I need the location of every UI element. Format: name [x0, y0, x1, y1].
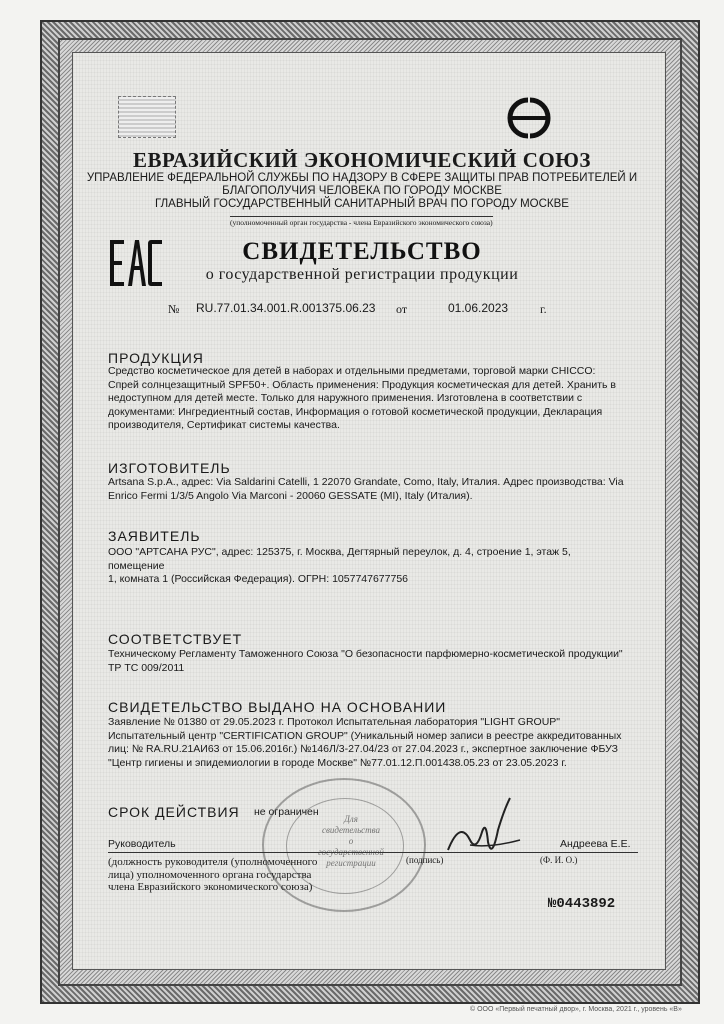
text-line: лиц: № RA.RU.21АИ63 от 15.06.2016г.) №146Л/3-27.04/23 от 27.04.2023 г., экспертное заключение ФБУЗ — [108, 743, 618, 755]
seal-text-line: о государственной — [318, 836, 384, 857]
handwritten-signature — [440, 790, 530, 870]
number-label: № — [168, 302, 180, 316]
manufacturer-section-title: ИЗГОТОВИТЕЛЬ — [108, 460, 231, 476]
agency-note: (уполномоченный орган государства - члена Евразийского экономического союза) — [230, 218, 493, 227]
text-line: Заявление № 01380 от 29.05.2023 г. Протокол Испытательная лаборатория "LIGHT GROUP" — [108, 716, 561, 728]
fio-label: (Ф. И. О.) — [540, 855, 578, 865]
signature-label: (подпись) — [406, 855, 444, 865]
position-note-line: (должность руководителя (уполномоченного — [108, 856, 318, 868]
product-section-title: ПРОДУКЦИЯ — [108, 350, 204, 366]
serial-number: №0443892 — [548, 896, 616, 912]
signer-name: Андреева Е.Е. — [560, 838, 631, 850]
seal-text-line: регистрации — [326, 858, 376, 868]
seal-text-line: свидетельства — [321, 825, 381, 835]
agency-line-2: БЛАГОПОЛУЧИЯ ЧЕЛОВЕКА ПО ГОРОДУ МОСКВЕ — [222, 185, 502, 197]
text-line: ТР ТС 009/2011 — [108, 661, 185, 674]
applicant-section-text — [108, 546, 628, 587]
certificate-date: 01.06.2023 — [448, 301, 509, 315]
union-title: ЕВРАЗИЙСКИЙ ЭКОНОМИЧЕСКИЙ СОЮЗ — [133, 148, 591, 172]
text-line: "Центр гигиены и эпидемиологии в городе Москве" №77.01.12.П.001438.05.23 от 23.05.2023 г. — [108, 756, 567, 769]
position-note-line: члена Евразийского экономического союза) — [108, 881, 313, 893]
date-from-label: от — [396, 302, 408, 316]
printer-note: © ООО «Первый печатный двор», г. Москва, 2021 г., уровень «В» — [470, 1006, 682, 1013]
text-line: Спрей солнцезащитный SPF50+. Область применения: Продукция косметическая для детей. Хранить в — [108, 378, 616, 391]
agency-name — [80, 172, 644, 211]
text-line: Artsana S.p.A., адрес: Via Saldarini Catelli, 1 22070 Grandate, Como, Italy, Италия. Адрес производства: Via — [108, 476, 624, 488]
agency-line-1: УПРАВЛЕНИЕ ФЕДЕРАЛЬНОЙ СЛУЖБЫ ПО НАДЗОРУ В СФЕРЕ ЗАЩИТЫ ПРАВ ПОТРЕБИТЕЛЕЙ И — [86, 172, 638, 184]
validity-value: не ограничен — [254, 806, 319, 818]
conforms-section-text — [108, 648, 628, 675]
text-line: Enrico Fermi 1/3/5 Angolo Via Marconi - 20060 GESSATE (MI), Italy (Италия). — [108, 489, 473, 502]
text-line: документами: Ингредиентный состав, Информация о готовой косметической продукции, Декларация — [108, 405, 603, 418]
text-line: Средство косметическое для детей в наборах и отдельными предметами, торговой марки CHICCO: — [108, 365, 596, 377]
seal-text — [316, 814, 386, 869]
applicant-section-title: ЗАЯВИТЕЛЬ — [108, 528, 201, 544]
seal-text-line: Для — [344, 814, 358, 824]
conformity-logo-icon — [500, 96, 558, 140]
manufacturer-section-text — [108, 476, 628, 503]
certificate-title: СВИДЕТЕЛЬСТВО — [242, 238, 482, 265]
product-section-text — [108, 365, 628, 433]
validity-label: СРОК ДЕЙСТВИЯ — [108, 804, 240, 820]
text-line: производителя, Сертификат системы качества. — [108, 419, 340, 431]
text-line: Техническому Регламенту Таможенного Союза "О безопасности парфюмерно-косметической продукции" — [108, 648, 623, 660]
text-line: недоступном для детей месте. Только для наружного применения. Изготовлена в соответствии с — [108, 392, 583, 404]
conforms-section-title: СООТВЕТСТВУЕТ — [108, 631, 243, 647]
text-line: 1, комната 1 (Российская Федерация). ОГРН: 1057747677756 — [108, 573, 409, 585]
text-line: ООО "АРТСАНА РУС", адрес: 125375, г. Москва, Дегтярный переулок, д. 4, строение 1, этаж 5, помещение — [108, 546, 571, 572]
certificate-subtitle: о государственной регистрации продукции — [205, 266, 519, 283]
certificate-number: RU.77.01.34.001.R.001375.06.23 — [196, 301, 376, 315]
registration-stamp-small — [118, 96, 176, 138]
basis-section-text — [108, 716, 628, 770]
position-note — [108, 856, 317, 894]
signature-line — [108, 852, 638, 853]
agency-line-3: ГЛАВНЫЙ ГОСУДАРСТВЕННЫЙ САНИТАРНЫЙ ВРАЧ ПО ГОРОДУ МОСКВЕ — [155, 198, 569, 210]
year-suffix: г. — [540, 302, 547, 316]
signer-role: Руководитель — [108, 838, 176, 850]
text-line: Испытательный центр "CERTIFICATION GROUP" (Уникальный номер записи в реестре аккредитованных — [108, 729, 622, 742]
position-note-line: лица) уполномоченного органа государства — [108, 868, 312, 881]
basis-section-title: СВИДЕТЕЛЬСТВО ВЫДАНО НА ОСНОВАНИИ — [108, 699, 447, 715]
